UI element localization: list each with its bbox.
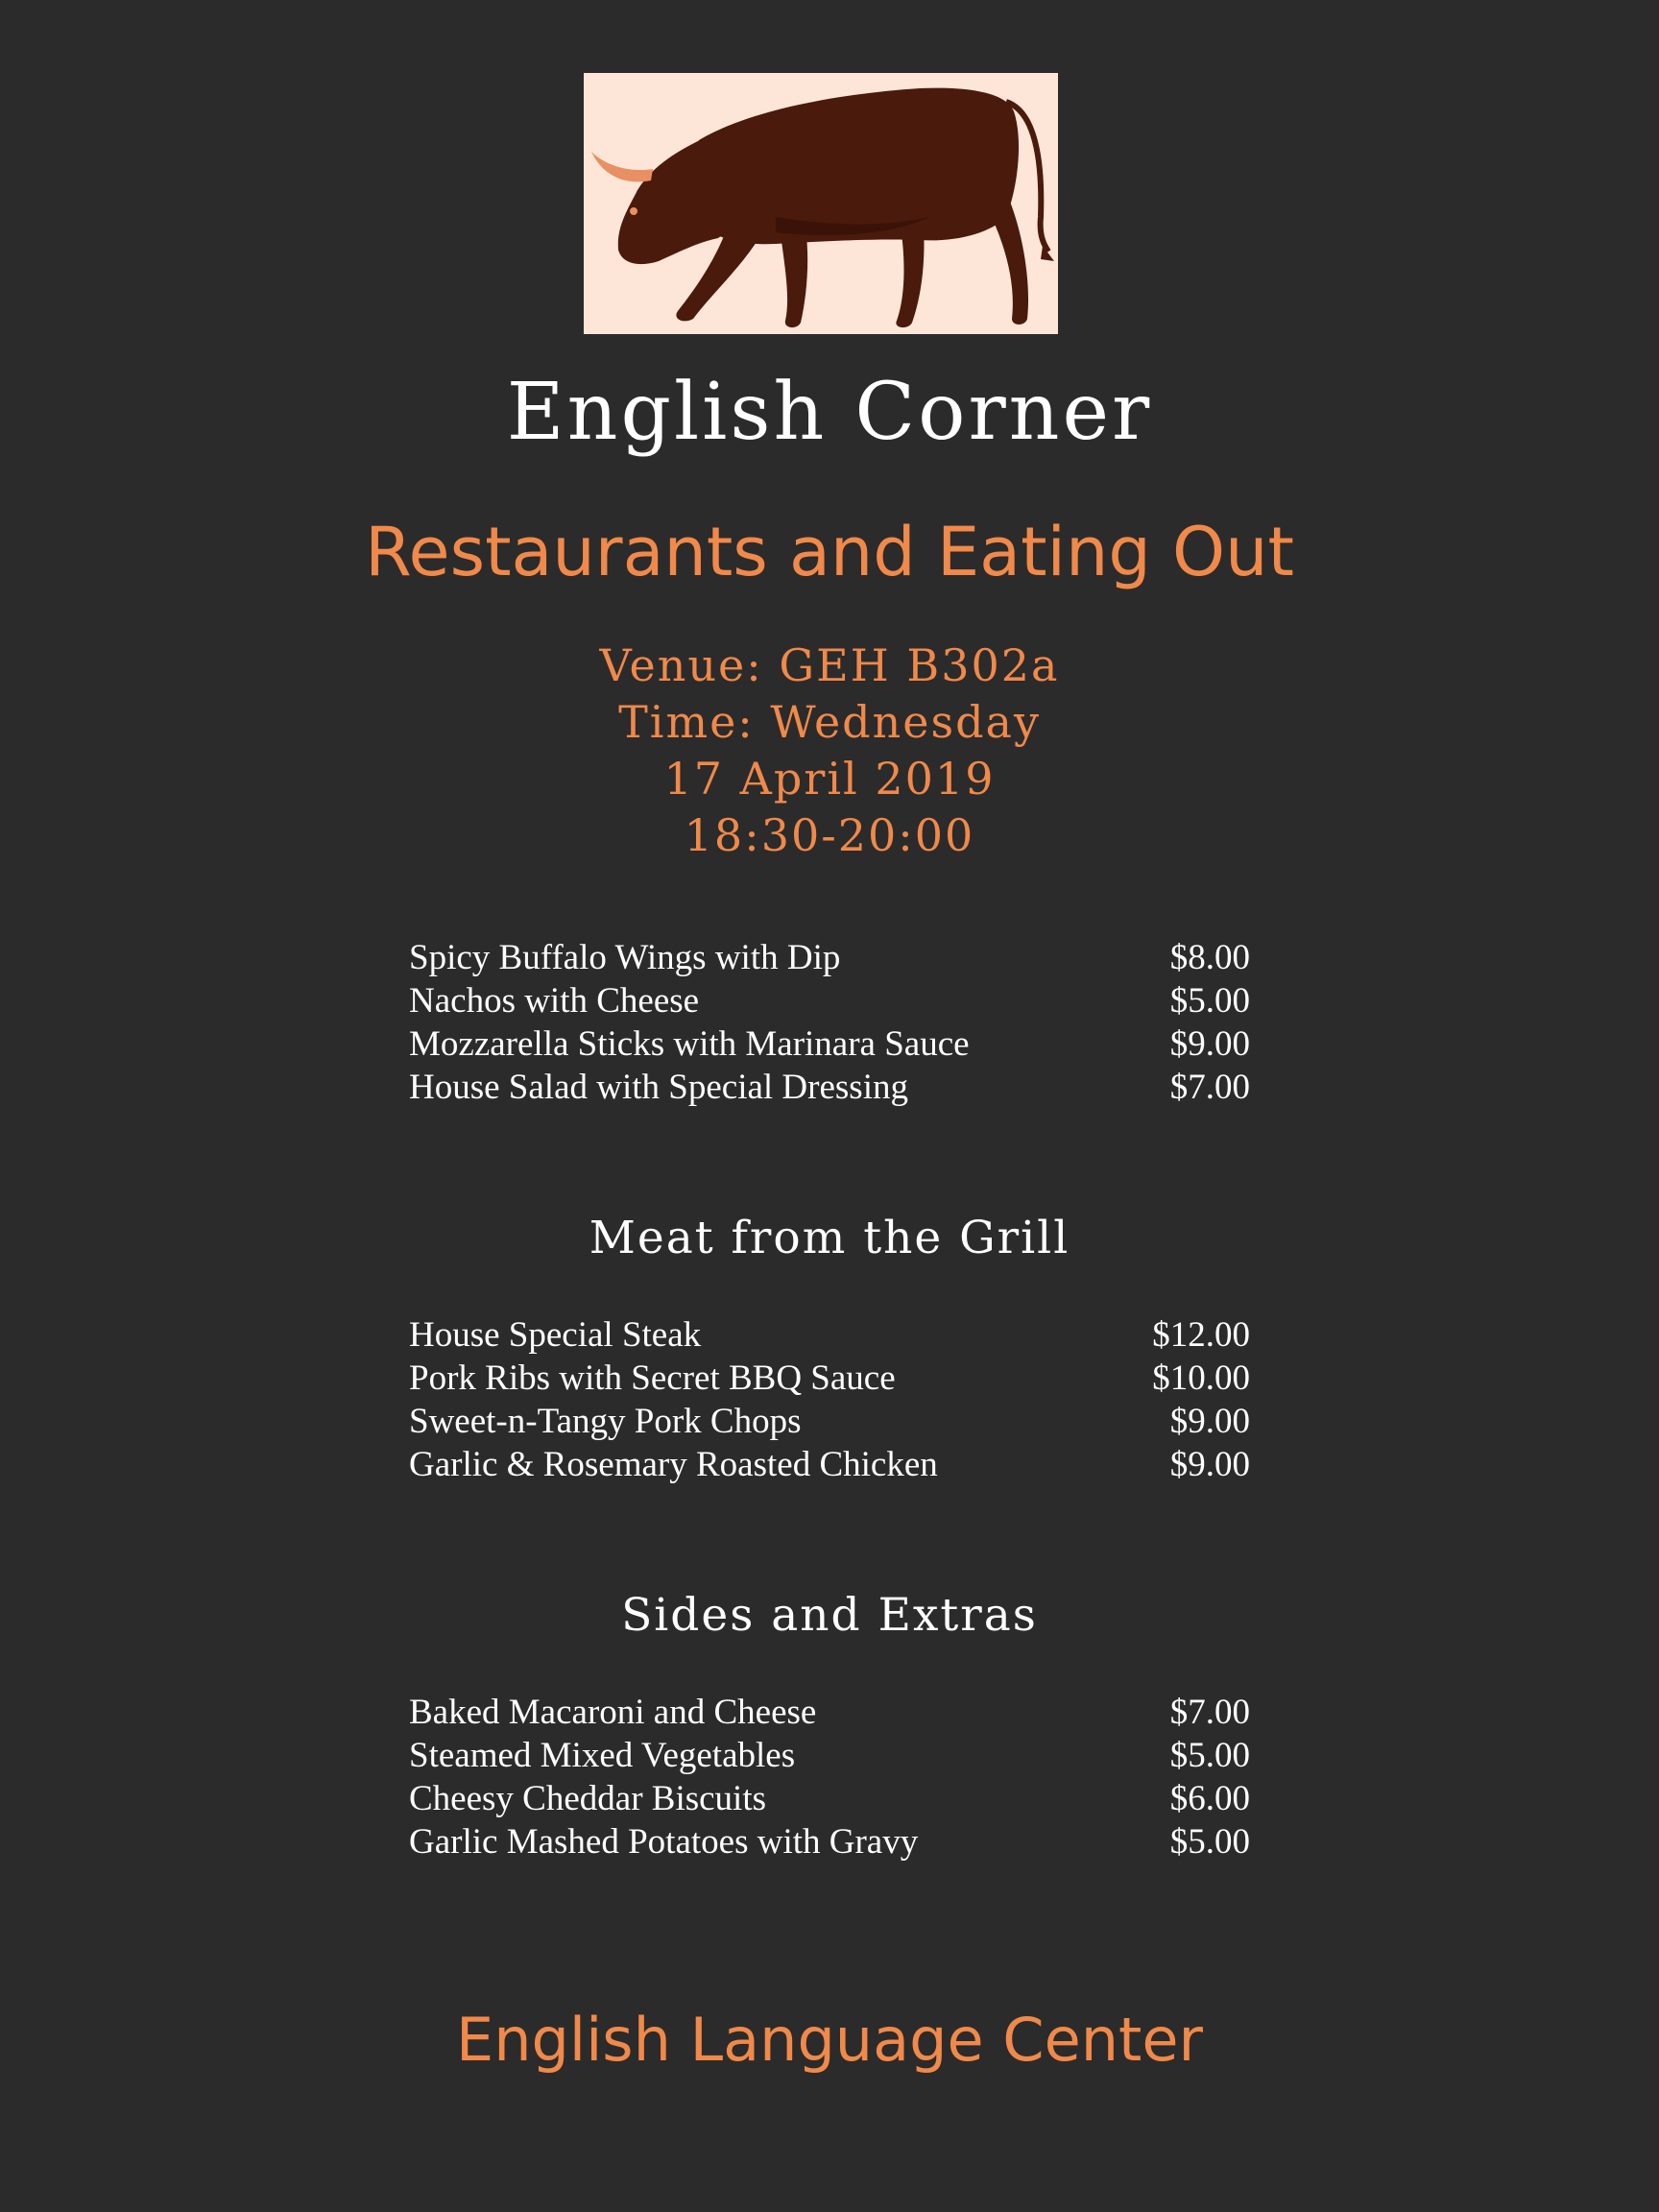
menu-item-price: $7.00 [1169, 1693, 1250, 1732]
menu-item [409, 1734, 1250, 1777]
menu-item-name: Baked Macaroni and Cheese [409, 1693, 817, 1732]
organizer-footer: English Language Center [456, 2005, 1203, 2075]
menu-item [409, 1443, 1250, 1486]
menu-item-name: Garlic Mashed Potatoes with Gravy [409, 1822, 919, 1862]
menu-item-price: $8.00 [1169, 938, 1250, 977]
section-heading-sides: Sides and Extras [621, 1589, 1038, 1642]
menu-item-name: Sweet-n-Tangy Pork Chops [409, 1402, 802, 1441]
menu-item [409, 1022, 1250, 1066]
hours-text: 18:30-20:00 [684, 809, 975, 861]
menu-item [409, 1777, 1250, 1820]
menu-item-name: House Salad with Special Dressing [409, 1068, 908, 1107]
menu-item-name: Cheesy Cheddar Biscuits [409, 1779, 767, 1818]
logo [584, 73, 1058, 334]
menu-item-price: $6.00 [1169, 1779, 1250, 1818]
menu-item [409, 1066, 1250, 1109]
sides-list [409, 1691, 1250, 1863]
menu-item [409, 1400, 1250, 1443]
menu-item-price: $10.00 [1152, 1358, 1250, 1398]
section-heading-grill: Meat from the Grill [589, 1212, 1070, 1264]
menu-item-name: Nachos with Cheese [409, 981, 700, 1021]
event-topic: Restaurants and Eating Out [365, 513, 1294, 591]
menu-item [409, 936, 1250, 979]
time-text: Time: Wednesday [618, 696, 1041, 748]
menu-item-price: $7.00 [1169, 1068, 1250, 1107]
bull-icon [584, 73, 1058, 334]
date-text: 17 April 2019 [663, 753, 996, 805]
menu-item-price: $9.00 [1169, 1402, 1250, 1441]
menu-item-name: Pork Ribs with Secret BBQ Sauce [409, 1358, 896, 1398]
menu-item-name: Steamed Mixed Vegetables [409, 1736, 796, 1775]
menu-item-price: $9.00 [1169, 1445, 1250, 1484]
grill-list [409, 1313, 1250, 1486]
menu-item-name: Spicy Buffalo Wings with Dip [409, 938, 841, 977]
event-details [0, 637, 1659, 864]
starters-list [409, 936, 1250, 1109]
menu-item [409, 1357, 1250, 1400]
menu-item [409, 979, 1250, 1022]
menu-item-name: Mozzarella Sticks with Marinara Sauce [409, 1024, 970, 1064]
menu-item [409, 1820, 1250, 1863]
menu-item-price: $9.00 [1169, 1024, 1250, 1064]
menu-item-name: House Special Steak [409, 1315, 702, 1355]
menu-item-price: $5.00 [1169, 1822, 1250, 1862]
page-title: English Corner [506, 367, 1153, 458]
menu-item-price: $5.00 [1169, 981, 1250, 1021]
menu-item [409, 1691, 1250, 1734]
venue-text: Venue: GEH B302a [599, 639, 1060, 691]
menu-item-price: $5.00 [1169, 1736, 1250, 1775]
menu-item [409, 1313, 1250, 1357]
menu-item-name: Garlic & Rosemary Roasted Chicken [409, 1445, 938, 1484]
menu-item-price: $12.00 [1152, 1315, 1250, 1355]
